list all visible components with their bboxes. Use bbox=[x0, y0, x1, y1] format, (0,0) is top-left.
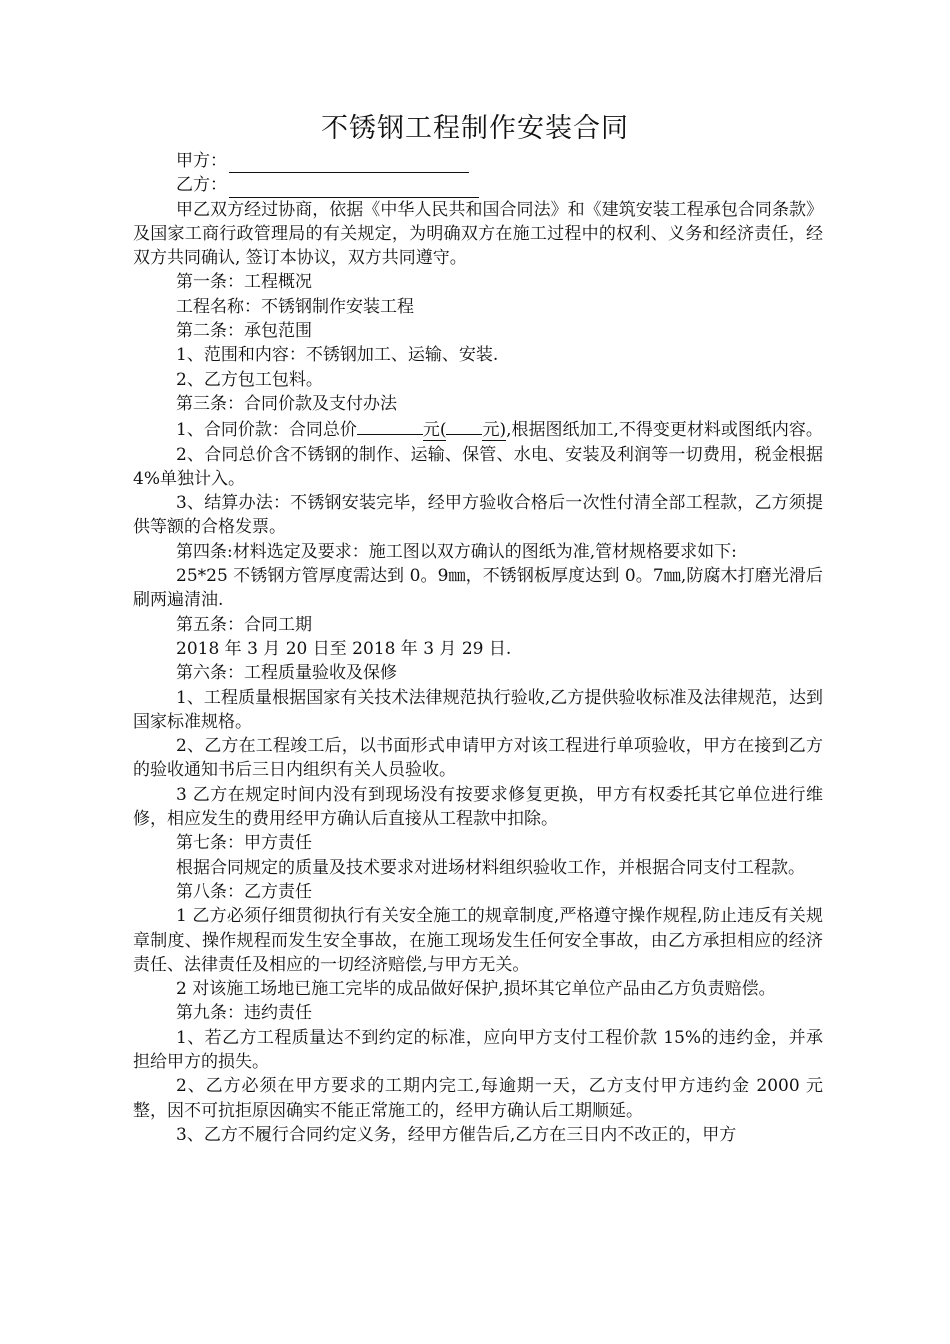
article-3-heading: 第三条：合同价款及支付办法 bbox=[176, 393, 397, 414]
article-1-heading: 第一条：工程概况 bbox=[176, 272, 312, 293]
scope-item-2: 2、乙方包工包料。 bbox=[176, 369, 323, 390]
schedule-dates: 2018 年 3 月 20 日至 2018 年 3 月 29 日. bbox=[176, 638, 512, 659]
price-words-blank bbox=[446, 416, 482, 435]
party-b-label: 乙方： bbox=[176, 175, 227, 196]
quality-item-2: 2、乙方在工程竣工后，以书面形式申请甲方对该工程进行单项验收，甲方在接到乙方的验收通知书后三日内组织有关人员验收。 bbox=[133, 736, 823, 781]
party-b-blank bbox=[229, 177, 479, 198]
article-4-heading: 第四条:材料选定及要求：施工图以双方确认的图纸为准,管材规格要求如下: bbox=[176, 541, 737, 562]
preamble: 甲乙双方经过协商，依据《中华人民共和国合同法》和《建筑安装工程承包合同条款》及国家工商行政管理局的有关规定，为明确双方在施工过程中的权利、义务和经济责任，经双方共同确认, 签订本协议，双方共同遵守。 bbox=[133, 199, 823, 269]
quality-item-1: 1、工程质量根据国家有关技术法律规范执行验收,乙方提供验收标准及法律规范，达到国家标准规格。 bbox=[133, 687, 823, 732]
article-8-heading: 第八条：乙方责任 bbox=[176, 881, 312, 902]
price-unit-1: 元( bbox=[422, 420, 447, 441]
price-item-1 bbox=[133, 416, 823, 442]
party-b-duty-1: 1 乙方必须仔细贯彻执行有关安全施工的规章制度,严格遵守操作规程,防止违反有关规章制度、操作规程而发生安全事故，在施工现场发生任何安全事故，由乙方承担相应的经济责任、法律责任及相应的一切经济赔偿,与甲方无关。 bbox=[133, 906, 823, 975]
scope-item-1: 1、范围和内容：不锈钢加工、运输、安装. bbox=[176, 345, 499, 366]
price-amount-blank bbox=[357, 416, 423, 435]
party-a-label: 甲方： bbox=[176, 151, 227, 171]
quality-item-3: 3 乙方在规定时间内没有到现场没有按要求修复更换，甲方有权委托其它单位进行维修，相应发生的费用经甲方确认后直接从工程款中扣除。 bbox=[133, 784, 823, 830]
breach-item-3: 3、乙方不履行合同约定义务，经甲方催告后,乙方在三日内不改正的，甲方 bbox=[176, 1124, 737, 1145]
breach-item-1: 1、若乙方工程质量达不到约定的标准，应向甲方支付工程价款 15%的违约金，并承担给甲方的损失。 bbox=[133, 1027, 823, 1072]
price-unit-2: 元) bbox=[482, 420, 507, 441]
party-a-duty: 根据合同规定的质量及技术要求对进场材料组织验收工作，并根据合同支付工程款。 bbox=[176, 857, 805, 878]
material-spec: 25*25 不锈钢方管厚度需达到 0。9㎜，不锈钢板厚度达到 0。7㎜,防腐木打磨光滑后刷两遍清油. bbox=[133, 566, 823, 611]
article-6-heading: 第六条：工程质量验收及保修 bbox=[176, 663, 397, 684]
party-a-line bbox=[133, 149, 823, 173]
project-name: 工程名称：不锈钢制作安装工程 bbox=[176, 296, 414, 317]
article-7-heading: 第七条：甲方责任 bbox=[176, 833, 312, 854]
price-item-2: 2、合同总价含不锈钢的制作、运输、保管、水电、安装及利润等一切费用，税金根据 4%单独计入。 bbox=[133, 444, 823, 489]
breach-item-2: 2、乙方必须在甲方要求的工期内完工,每逾期一天，乙方支付甲方违约金 2000 元整，因不可抗拒原因确实不能正常施工的，经甲方确认后工期顺延。 bbox=[133, 1076, 823, 1121]
article-9-heading: 第九条：违约责任 bbox=[176, 1003, 312, 1024]
document-title: 不锈钢工程制作安装合同 bbox=[321, 113, 629, 144]
article-2-heading: 第二条：承包范围 bbox=[176, 321, 312, 342]
party-b-duty-2: 2 对该施工场地已施工完毕的成品做好保护,损坏其它单位产品由乙方负责赔偿。 bbox=[176, 979, 776, 1000]
party-b-line bbox=[133, 173, 823, 197]
party-a-blank bbox=[229, 152, 469, 173]
article-5-heading: 第五条：合同工期 bbox=[176, 614, 312, 635]
contract-body bbox=[133, 149, 823, 1147]
price-item-3: 3、结算办法：不锈钢安装完毕，经甲方验收合格后一次性付清全部工程款，乙方须提供等额的合格发票。 bbox=[133, 493, 823, 538]
price-item-1-lead: 1、合同价款：合同总价 bbox=[176, 420, 357, 441]
price-item-1-tail: ,根据图纸加工,不得变更材料或图纸内容。 bbox=[506, 420, 823, 441]
